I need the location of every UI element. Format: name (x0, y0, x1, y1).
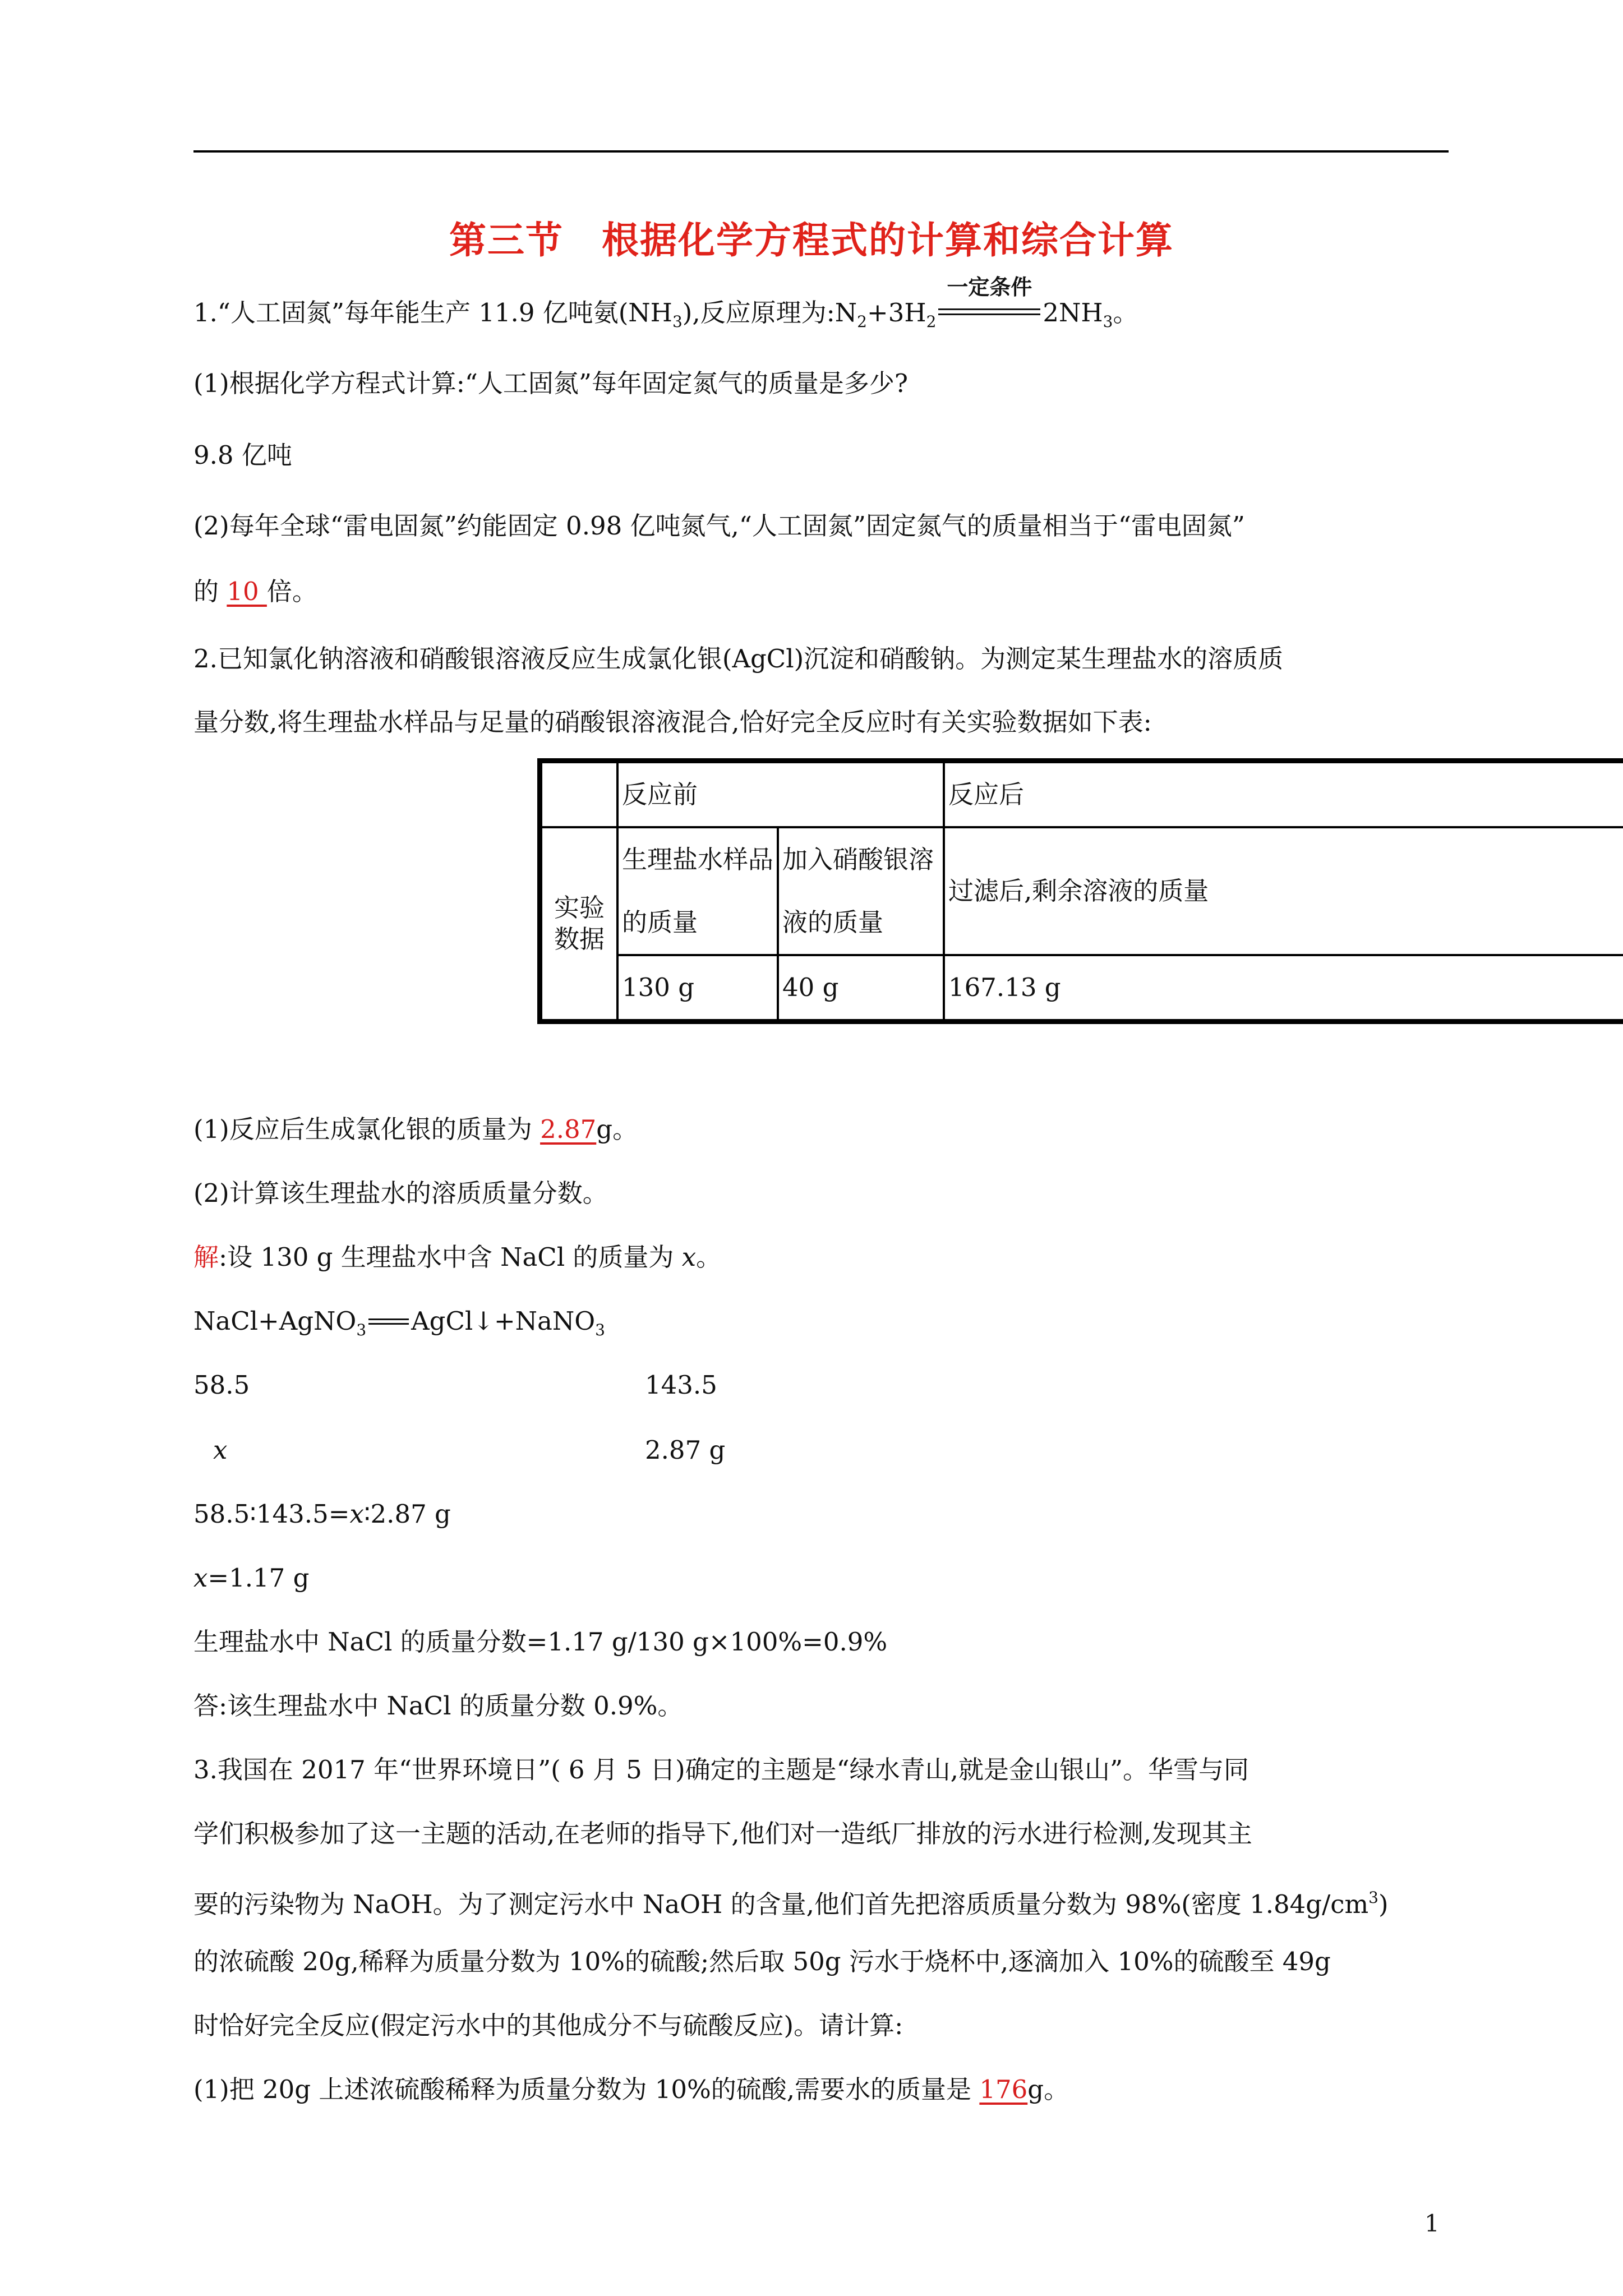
val-silver-nitrate-mass: 40 g (778, 955, 944, 1022)
q1-part2-line2: 的 10 倍。 (193, 577, 317, 606)
q2-proportion: 58.5∶143.5=x∶2.87 g (193, 1499, 451, 1529)
table-corner-cell (540, 761, 618, 828)
q3-part1-answer: 176 (979, 2074, 1028, 2104)
q3-line2: 学们积极参加了这一主题的活动,在老师的指导下,他们对一造纸厂排放的污水进行检测,发现其主 (193, 1819, 1252, 1848)
header-rule (193, 150, 1449, 153)
q1-part2-line1: (2)每年全球“雷电固氮”约能固定 0.98 亿吨氮气,“人工固氮”固定氮气的质量相当于“雷电固氮” (193, 511, 1245, 541)
solution-label: 解 (193, 1242, 219, 1272)
val-saline-mass: 130 g (617, 955, 778, 1022)
section-title: 第三节 根据化学方程式的计算和综合计算 (449, 218, 1174, 262)
q2-ratio-row2: x 2.87 g (213, 1435, 726, 1465)
header-after-reaction: 反应后 (944, 761, 1623, 828)
q1-part2-answer: 10 (227, 577, 267, 606)
q2-ratio-row1: 58.5 143.5 (193, 1370, 717, 1400)
page-number: 1 (1424, 2210, 1440, 2237)
col-saline-mass: 生理盐水样品的质量 (617, 827, 778, 955)
q2-stem-line1: 2.已知氯化钠溶液和硝酸银溶液反应生成氯化银(AgCl)沉淀和硝酸钠。为测定某生理盐水的溶质质 (193, 644, 1284, 674)
q2-result: x=1.17 g (193, 1563, 310, 1593)
col-remaining-solution-mass: 过滤后,剩余溶液的质量 (944, 827, 1623, 955)
q2-stem-line2: 量分数,将生理盐水样品与足量的硝酸银溶液混合,恰好完全反应时有关实验数据如下表: (193, 707, 1152, 737)
q1-stem: 1.“人工固氮”每年能生产 11.9 亿吨氨$(NH_3)$,反应原理为$:N_2+3H_2$ 一定条件 $2NH_3$。 (193, 275, 1138, 331)
row-label-experiment-data: 实验数据 (540, 827, 618, 1022)
reaction-condition-arrow: 一定条件 (936, 296, 1043, 330)
experiment-data-table (537, 758, 1623, 1024)
q2-part1: (1)反应后生成氯化银的质量为 2.87g。 (193, 1114, 638, 1144)
q3-part1: (1)把 20g 上述浓硫酸稀释为质量分数为 10%的硫酸,需要水的质量是 176g。 (193, 2074, 1069, 2104)
q1-part1: (1)根据化学方程式计算:“人工固氮”每年固定氮气的质量是多少? (193, 368, 909, 398)
q3-line1: 3.我国在 2017 年“世界环境日”( 6 月 5 日)确定的主题是“绿水青山,就是金山银山”。华雪与同 (193, 1755, 1249, 1785)
header-before-reaction: 反应前 (617, 761, 944, 828)
q3-line3: 要的污染物为 NaOH。为了测定污水中 NaOH 的含量,他们首先把溶质质量分数为 98%(密度 $1.84g/cm^3$) (193, 1888, 1389, 1919)
q1-part1-answer: 9.8 亿吨 (193, 440, 292, 470)
q2-solution-setup: 解:设 130 g 生理盐水中含 NaCl 的质量为 x。 (193, 1242, 722, 1272)
col-silver-nitrate-mass: 加入硝酸银溶液的质量 (778, 827, 944, 955)
q2-mass-fraction: 生理盐水中 NaCl 的质量分数=1.17 g/130 g×100%=0.9% (193, 1627, 888, 1657)
equals-sign (366, 1304, 411, 1338)
q3-line5: 时恰好完全反应(假定污水中的其他成分不与硫酸反应)。请计算: (193, 2011, 903, 2040)
q2-part2: (2)计算该生理盐水的溶质质量分数。 (193, 1178, 608, 1208)
q2-part1-answer: 2.87 (540, 1114, 597, 1144)
q2-chemical-equation: NaCl+AgNO$_3$ AgCl↓+NaNO$_3$ (193, 1304, 605, 1347)
val-remaining-solution-mass: 167.13 g (944, 955, 1623, 1022)
q3-line4: 的浓硫酸 20g,稀释为质量分数为 10%的硫酸;然后取 50g 污水于烧杯中,逐滴加入 10%的硫酸至 49g (193, 1947, 1331, 1976)
q2-final-answer: 答:该生理盐水中 NaCl 的质量分数 0.9%。 (193, 1691, 683, 1721)
